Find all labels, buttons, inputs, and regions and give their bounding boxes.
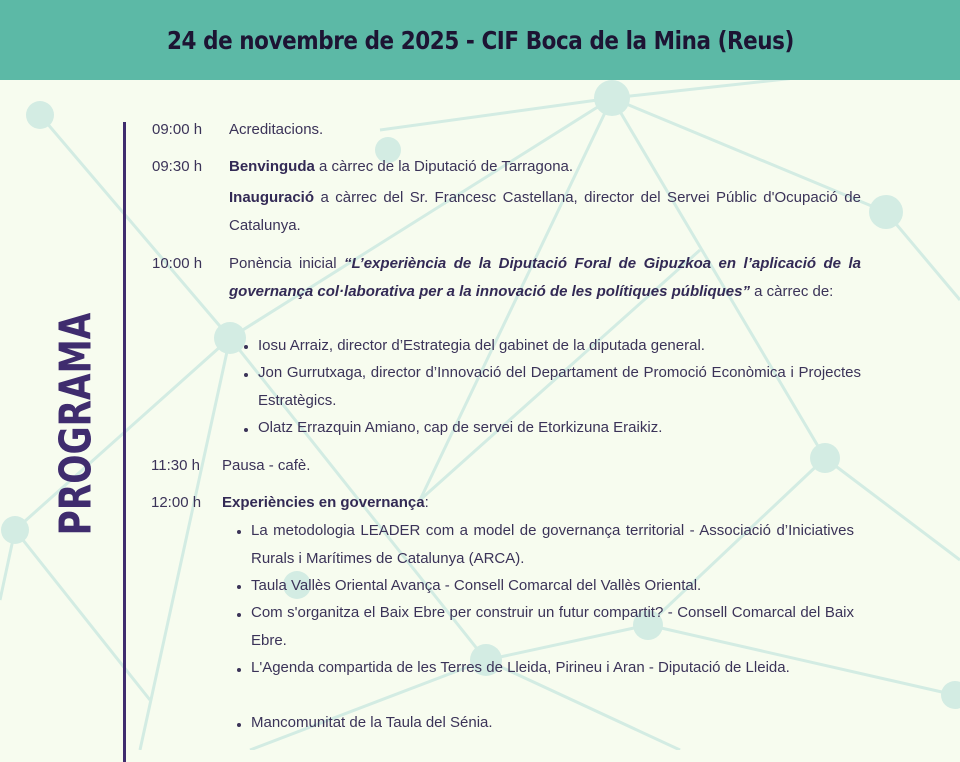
experience-item: L'Agenda compartida de les Terres de Lleida, Pirineu i Aran - Diputació de Lleida. xyxy=(251,659,790,676)
item-experiencies: Experiències en governança: xyxy=(222,494,429,511)
item-acreditacions: Acreditacions. xyxy=(229,121,324,138)
time-0900: 09:00 h xyxy=(152,121,203,138)
time-1130: 11:30 h xyxy=(151,457,200,474)
experience-item: Taula Vallès Oriental Avança - Consell Comarcal del Vallès Oriental. xyxy=(251,577,702,594)
time-1000: 10:00 h xyxy=(152,255,203,272)
bullet-icon xyxy=(237,613,241,617)
bullet-icon xyxy=(237,668,241,672)
speaker-item: Jon Gurrutxaga, director d’Innovació del Departament de Promoció Econòmica i Projectes Estratègics. xyxy=(258,364,861,409)
experience-item: Mancomunitat de la Taula del Sénia. xyxy=(251,714,493,731)
bullet-icon xyxy=(244,428,248,432)
header-banner xyxy=(0,0,960,80)
bullet-icon xyxy=(237,530,241,534)
speaker-item: Olatz Errazquin Amiano, cap de servei de Etorkizuna Eraikiz. xyxy=(258,419,663,436)
item-pausa: Pausa - cafè. xyxy=(222,457,311,474)
bullet-icon xyxy=(244,345,248,349)
time-0930: 09:30 h xyxy=(152,158,203,175)
experience-item: La metodologia LEADER com a model de governança territorial - Associació d’Iniciatives Rurals i Marítimes de Catalunya (ARCA). xyxy=(251,522,854,567)
speaker-item: Iosu Arraiz, director d’Estrategia del gabinet de la diputada general. xyxy=(258,337,705,354)
event-title: 24 de novembre de 2025 - CIF Boca de la Mina (Reus) xyxy=(166,25,794,55)
experience-item: Com s'organitza el Baix Ebre per construir un futur compartit? - Consell Comarcal del Baix Ebre. xyxy=(251,604,854,649)
bullet-icon xyxy=(244,373,248,377)
item-inauguracio: Inauguració a càrrec del Sr. Francesc Castellana, director del Servei Públic d'Ocupació de Catalunya. xyxy=(229,189,861,234)
programa-label: PROGRAMA xyxy=(50,312,102,536)
bullet-icon xyxy=(237,723,241,727)
time-1200: 12:00 h xyxy=(151,494,202,511)
timeline-divider xyxy=(123,122,126,762)
item-ponencia: Ponència inicial “L’experiència de la Diputació Foral de Gipuzkoa en l’aplicació de la governança col·laborativa per a la innovació de les polítiques públiques” a càrrec de: xyxy=(229,255,861,300)
item-benvinguda: Benvinguda a càrrec de la Diputació de Tarragona. xyxy=(229,158,574,175)
bullet-icon xyxy=(237,585,241,589)
